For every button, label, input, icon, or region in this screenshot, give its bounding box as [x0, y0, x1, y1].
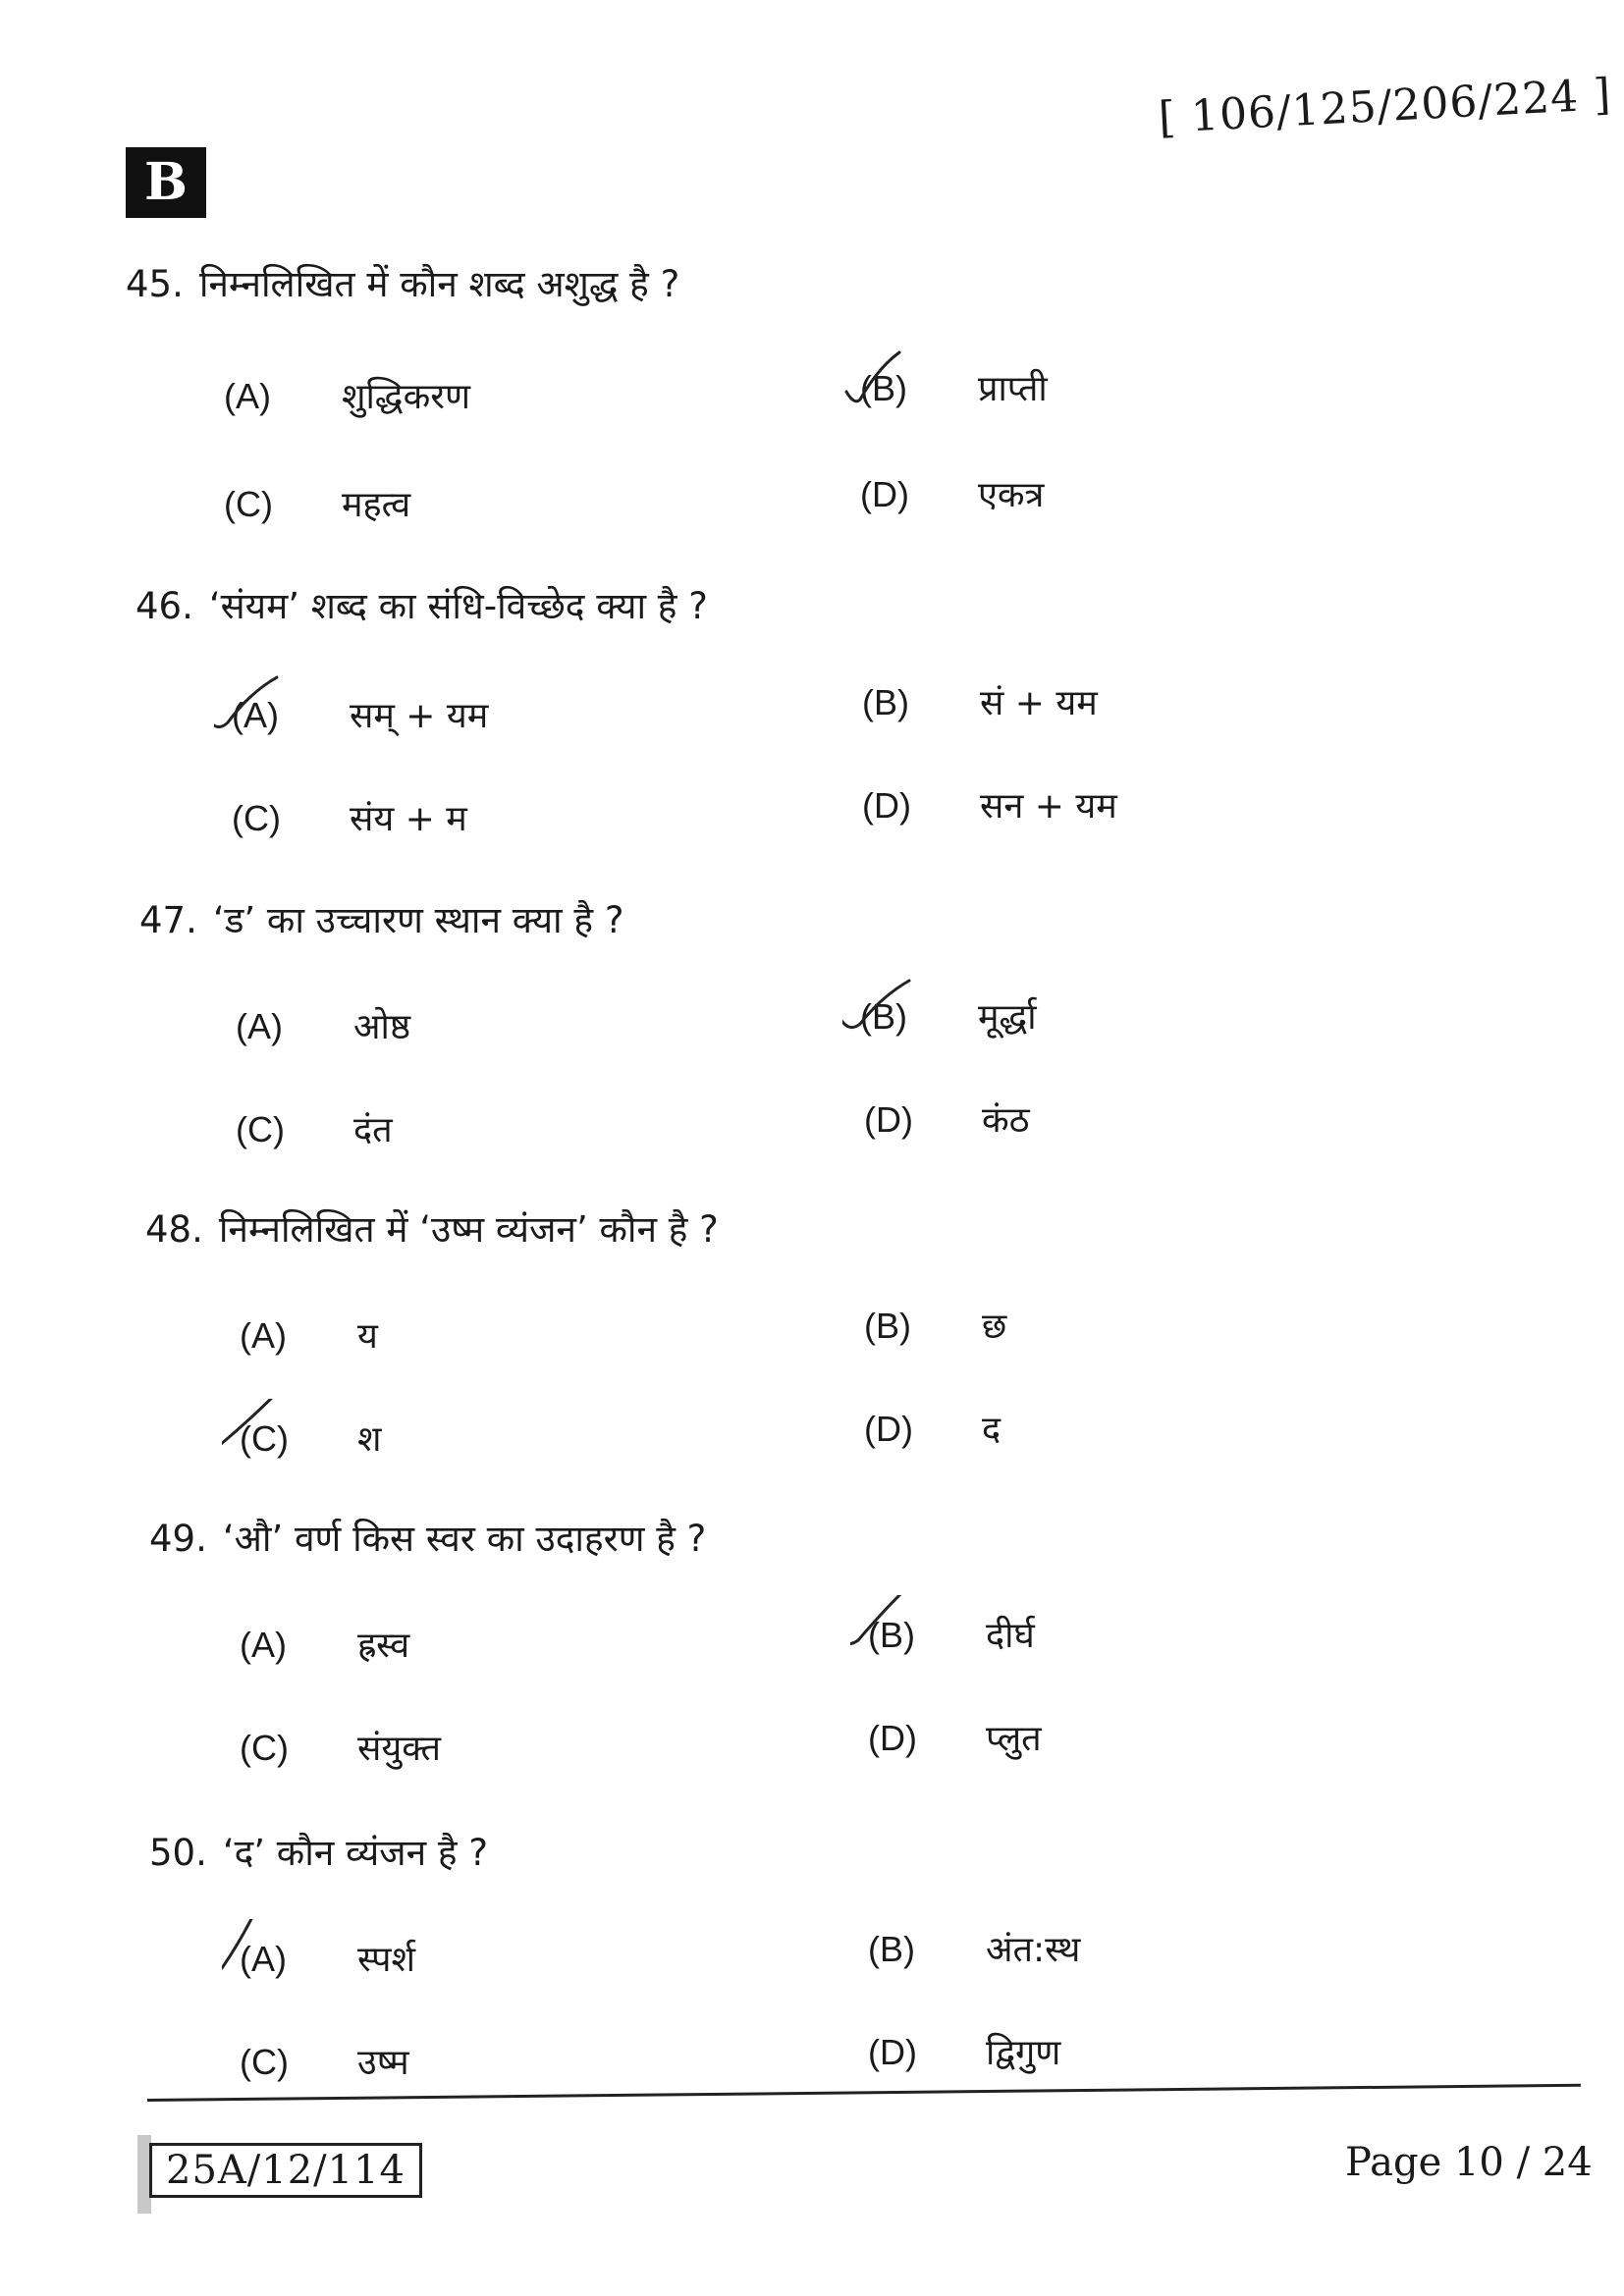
option-text: सन + यम	[980, 786, 1117, 827]
option-b[interactable]	[864, 1301, 1006, 1349]
option-label: (C)	[236, 1109, 285, 1149]
option-label: (D)	[864, 1409, 913, 1449]
option-text: संय + म	[350, 799, 467, 839]
option-label: (B)	[864, 1306, 911, 1346]
option-b[interactable]	[862, 677, 1098, 725]
option-d[interactable]	[868, 1713, 1042, 1761]
option-label-text: (C)	[240, 1418, 289, 1459]
option-label: (B)	[862, 682, 909, 722]
option-label-text: (B)	[860, 996, 907, 1037]
option-b[interactable]	[868, 1610, 1035, 1658]
option-b[interactable]	[860, 991, 1037, 1040]
option-d[interactable]	[864, 1095, 1030, 1143]
option-text: दीर्घ	[986, 1616, 1035, 1656]
question-number: 50.	[149, 1832, 207, 1874]
question-text: ‘ड’ का उच्चारण स्थान क्या है ?	[212, 899, 624, 941]
option-a[interactable]	[240, 1934, 415, 1982]
option-label	[860, 368, 978, 409]
option-text: एकत्र	[978, 475, 1045, 515]
option-c[interactable]	[232, 793, 467, 841]
option-a[interactable]	[240, 1620, 409, 1668]
option-label: (A)	[224, 376, 271, 416]
option-text: मूर्द्धा	[978, 997, 1037, 1038]
question-text: निम्नलिखित में कौन शब्द अशुद्ध है ?	[198, 263, 680, 305]
option-b[interactable]	[860, 363, 1048, 411]
option-label: (A)	[240, 1625, 287, 1665]
option-d[interactable]	[862, 780, 1117, 828]
option-text: सम् + यम	[350, 696, 489, 736]
option-text: द	[982, 1410, 1001, 1450]
option-label: (A)	[240, 1315, 287, 1356]
option-label: (C)	[240, 2042, 289, 2082]
option-label-text: (A)	[240, 1939, 287, 1979]
option-label: (B)	[868, 1929, 915, 1969]
option-label: (C)	[240, 1728, 289, 1768]
option-text: प्राप्ती	[978, 369, 1048, 409]
question-number: 45.	[126, 263, 184, 305]
option-text: कंठ	[982, 1100, 1030, 1141]
series-code: [ 106/125/206/224 ]	[1157, 69, 1613, 143]
option-label: (D)	[862, 785, 911, 826]
option-a[interactable]	[236, 1001, 410, 1049]
booklet-series-badge: B	[126, 147, 206, 218]
option-text: महत्व	[342, 485, 411, 525]
question-stem	[149, 1826, 488, 1876]
option-c[interactable]	[224, 479, 410, 527]
option-label	[868, 1615, 986, 1656]
option-text: य	[357, 1316, 378, 1357]
option-label	[232, 695, 350, 736]
question-text: ‘द’ कौन व्यंजन है ?	[222, 1832, 488, 1874]
question-stem	[149, 1512, 706, 1562]
question-stem	[139, 893, 623, 943]
option-label: (D)	[868, 2032, 917, 2072]
option-label-text: (B)	[860, 368, 907, 408]
option-text: छ	[982, 1307, 1007, 1347]
option-text: उष्म	[357, 2043, 409, 2083]
option-c[interactable]	[240, 2037, 409, 2085]
option-label-text: (A)	[232, 695, 279, 735]
option-text: स्पर्श	[357, 1940, 415, 1980]
option-label	[240, 1939, 357, 1980]
question-stem	[135, 579, 708, 629]
question-stem	[145, 1202, 719, 1253]
option-c[interactable]	[240, 1723, 441, 1771]
option-text: प्लुत	[986, 1719, 1042, 1759]
option-d[interactable]	[868, 2027, 1060, 2075]
option-label	[860, 996, 978, 1038]
option-text: संयुक्त	[357, 1729, 442, 1769]
question-number: 48.	[145, 1208, 203, 1251]
option-label-text: (B)	[868, 1615, 915, 1655]
option-d[interactable]	[864, 1404, 1001, 1452]
option-label: (C)	[224, 484, 273, 524]
option-text: शुद्धिकरण	[342, 377, 470, 417]
option-a[interactable]	[232, 690, 488, 738]
page-number: Page 10 / 24	[1345, 2140, 1593, 2185]
booklet-code: 25A/12/114	[149, 2143, 422, 2198]
question-number: 46.	[135, 585, 193, 627]
option-text: सं + यम	[980, 683, 1098, 723]
question-number: 47.	[139, 899, 197, 941]
footer-divider	[147, 2084, 1581, 2102]
option-label	[240, 1418, 357, 1460]
option-label: (D)	[860, 474, 909, 514]
option-b[interactable]	[868, 1924, 1080, 1972]
option-d[interactable]	[860, 469, 1044, 517]
option-text: द्विगुण	[986, 2033, 1061, 2073]
question-text: ‘औ’ वर्ण किस स्वर का उदाहरण है ?	[222, 1518, 707, 1560]
option-text: ह्रस्व	[357, 1626, 410, 1666]
option-label: (C)	[232, 798, 281, 838]
option-c[interactable]	[236, 1104, 393, 1152]
option-text: ओष्ठ	[353, 1007, 411, 1047]
option-label: (D)	[868, 1718, 917, 1758]
question-stem	[126, 257, 679, 307]
question-text: ‘संयम’ शब्द का संधि-विच्छेद क्या है ?	[208, 585, 708, 627]
option-label: (A)	[236, 1006, 283, 1046]
question-text: निम्नलिखित में ‘उष्म व्यंजन’ कौन है ?	[218, 1208, 719, 1251]
option-text: अंत:स्थ	[986, 1930, 1081, 1970]
option-label: (D)	[864, 1099, 913, 1140]
option-text: श	[357, 1419, 382, 1460]
option-a[interactable]	[240, 1310, 378, 1359]
question-number: 49.	[149, 1518, 207, 1560]
option-c[interactable]	[240, 1414, 381, 1462]
option-a[interactable]	[224, 371, 470, 419]
option-text: दंत	[353, 1110, 393, 1150]
